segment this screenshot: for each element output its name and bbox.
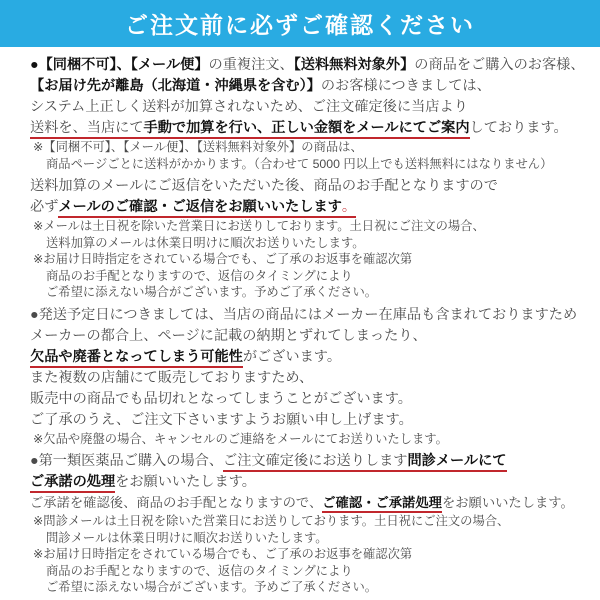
text-run: ※【同梱不可】、【メール便】、【送料無料対象外】の商品は、 <box>33 140 363 154</box>
text-run: ご了承のうえ、ご注文下さいますようお願い申し上げます。 <box>30 411 413 428</box>
note-line <box>30 284 594 301</box>
text-run: ご承諾を確認後、商品のお手配となりますので、 <box>30 495 323 510</box>
text-run: 手動で加算を行い、正しい金額をメールにてご案内 <box>144 120 470 139</box>
text-run: ※お届け日時指定をされている場合でも、ご了承のお返事を確認次第 <box>33 252 413 266</box>
text-line <box>30 118 594 139</box>
text-run: をお願いいたします。 <box>115 474 256 490</box>
header-bar <box>0 0 600 47</box>
text-line <box>30 55 594 76</box>
text-run: システム上正しく送料が加算されないため、ご注文確定後に当店より <box>30 99 468 115</box>
text-line <box>30 389 594 410</box>
text-run: 送料加算のメールにご返信をいただいた後、商品のお手配となりますので <box>30 178 498 194</box>
text-run: ご希望に添えない場合がございます。予めご了承ください。 <box>46 285 378 299</box>
text-run: ●発送予定日につきましては、当店の商品にはメーカー在庫品も含まれておりますため <box>30 306 578 323</box>
text-run: をお願いいたします。 <box>441 495 574 510</box>
note-line <box>30 268 594 285</box>
text-run: 商品のお手配となりますので、返信のタイミングにより <box>46 268 353 283</box>
note-line <box>30 156 594 173</box>
note-line <box>30 251 594 268</box>
notice-section <box>30 305 594 448</box>
text-line <box>30 97 594 118</box>
text-run: ●【同梱不可】、【メール便】 <box>30 57 209 73</box>
text-run: ご確認・ご承諾処理 <box>322 495 442 513</box>
text-run: ※メールは土日祝を除いた営業日にお送りしております。土日祝にご注文の場合、 <box>33 219 485 233</box>
text-line <box>30 305 594 326</box>
text-run: 【送料無料対象外】 <box>293 57 415 73</box>
text-line <box>30 326 594 347</box>
text-run: 販売中の商品でも品切れとなってしまうことがございます。 <box>30 390 412 407</box>
text-run: ※問診メールは土日祝を除いた営業日にお送りしております。土日祝にご注文の場合、 <box>33 514 510 528</box>
text-run: 必ず <box>30 199 59 215</box>
text-run: 商品のお手配となりますので、返信のタイミングにより <box>46 563 353 578</box>
note-line <box>30 218 594 235</box>
text-run: 送料加算のメールは休業日明けに順次お送りいたします。 <box>46 235 365 250</box>
text-run: ※お届け日時指定をされている場合でも、ご了承のお返事を確認次第 <box>33 547 413 561</box>
text-run: 問診メールにて <box>407 453 506 472</box>
text-run: ご希望に添えない場合がございます。予めご了承ください。 <box>46 580 378 594</box>
text-run: 問診メールは休業日明けに順次お送りいたします。 <box>46 530 328 545</box>
note-line <box>30 139 594 156</box>
notice-section <box>30 451 594 596</box>
text-line <box>30 472 594 493</box>
page-title: ご注文前に必ずご確認ください <box>125 12 475 38</box>
note-line <box>30 546 594 563</box>
note-line <box>30 513 594 530</box>
text-line <box>30 347 594 368</box>
text-run: しております。 <box>469 120 568 136</box>
text-run: のお客様につきましては、 <box>320 78 491 94</box>
text-run: 【お届け先が離島（北海道・沖縄県を含む）】 <box>30 78 321 94</box>
text-line <box>30 410 594 431</box>
text-run: がございます。 <box>242 348 342 365</box>
notice-section <box>30 55 594 172</box>
text-run: メールのご確認・ご返信をお願いいたします <box>58 199 341 218</box>
note-line <box>30 530 594 547</box>
text-run: 。 <box>342 199 356 218</box>
text-run: 欠品や廃番となってしまう可能性 <box>30 349 243 368</box>
text-line <box>30 493 594 513</box>
text-run: 商品ページごとに送料がかかります。（合わせて 5000 円以上でも送料無料にはなりません） <box>46 156 553 171</box>
note-line <box>30 579 594 596</box>
text-line <box>30 451 594 472</box>
notice-body <box>0 47 600 596</box>
text-line <box>30 368 594 389</box>
text-run: ご注文確定後にお送りします <box>223 453 407 472</box>
text-run: ※欠品や廃盤の場合、キャンセルのご連絡をメールにてお送りいたします。 <box>33 431 448 446</box>
text-run: また複数の店舗にて販売しておりますため、 <box>30 369 314 386</box>
notice-section <box>30 176 594 301</box>
text-run: の重複注文、 <box>208 57 294 73</box>
text-line <box>30 76 594 97</box>
note-line <box>30 235 594 252</box>
text-run: ご承諾の処理 <box>30 474 115 493</box>
text-line <box>30 176 594 197</box>
text-line <box>30 197 594 218</box>
note-line <box>30 563 594 580</box>
text-run: 送料を、当店にて <box>30 120 144 139</box>
text-run: ●第一類医薬品ご購入の場合、 <box>30 453 224 469</box>
text-run: メーカーの都合上、ページに記載の納期とずれてしまったり、 <box>30 327 427 344</box>
text-run: の商品をご購入のお客様、 <box>414 57 585 73</box>
note-line <box>30 431 594 448</box>
